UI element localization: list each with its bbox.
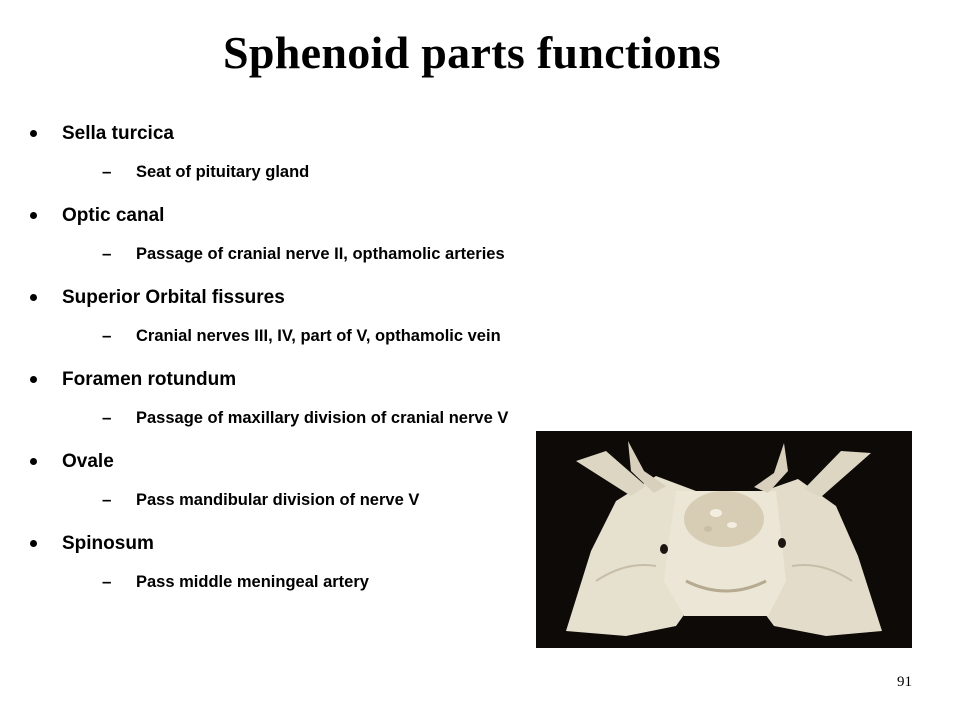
sub-bullet [62,160,630,184]
dash-marker: – [102,326,112,345]
sub-bullet-text: Seat of pituitary gland [136,163,310,181]
bullet-label: Foramen rotundum [62,369,237,390]
bullet-dot-icon [30,540,37,547]
bullet-dot-icon [30,376,37,383]
dash-marker: – [102,162,112,181]
slide-title: Sphenoid parts functions [222,27,722,78]
bullet-label: Sella turcica [62,123,174,144]
sub-bullet-text: Pass mandibular division of nerve V [136,491,420,509]
sub-bullet [62,324,630,348]
sub-bullet-text: Cranial nerves III, IV, part of V, opthamolic vein [136,327,501,345]
dash-marker: – [102,572,112,591]
bullet-item-superior-orbital-fissures [30,282,630,348]
bullet-item-foramen-rotundum [30,364,630,430]
bullet-item-sella-turcica [30,118,630,184]
bullet-dot-icon [30,212,37,219]
bullet-dot-icon [30,130,37,137]
dash-marker: – [102,490,112,509]
sub-bullet-text: Passage of cranial nerve II, opthamolic arteries [136,245,505,263]
bullet-label: Ovale [62,451,114,472]
sub-bullet-text: Passage of maxillary division of cranial nerve V [136,409,509,427]
bullet-dot-icon [30,294,37,301]
bullet-dot-icon [30,458,37,465]
sub-bullet [62,242,630,266]
sphenoid-bone-photo [536,431,912,648]
sub-bullet [62,406,630,430]
bullet-label: Superior Orbital fissures [62,287,285,308]
dash-marker: – [102,408,112,427]
sub-bullet-text: Pass middle meningeal artery [136,573,369,591]
bullet-label: Optic canal [62,205,165,226]
bullet-item-optic-canal [30,200,630,266]
bullet-label: Spinosum [62,533,154,554]
dash-marker: – [102,244,112,263]
page-number: 91 [897,674,912,690]
sphenoid-bone-illustration [536,431,912,648]
